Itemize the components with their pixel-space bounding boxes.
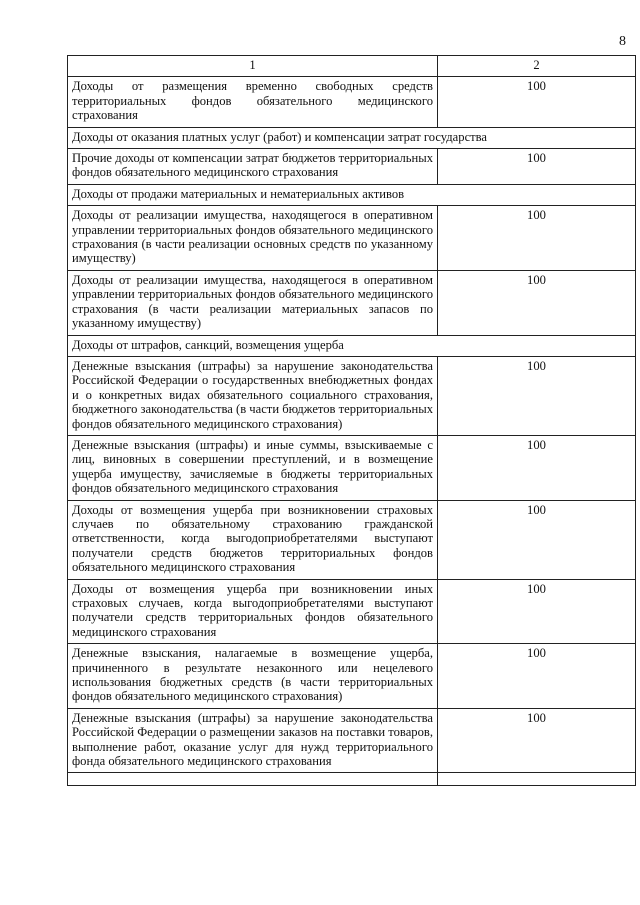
section-row bbox=[68, 335, 636, 356]
row-value: 100 bbox=[438, 644, 636, 709]
section-row bbox=[68, 184, 636, 205]
header-col-2: 2 bbox=[438, 56, 636, 77]
row-description: Доходы от реализации имущества, находящегося в оперативном управлении территориальных фондов обязательного медицинского страхования (в части реализации основных средств по указанному имуществу) bbox=[68, 206, 438, 271]
row-value: 100 bbox=[438, 77, 636, 127]
row-description: Денежные взыскания (штрафы) и иные суммы, взыскиваемые с лиц, виновных в совершении преступлений, и в возмещение ущерба имуществу, зачисляемые в бюджеты территориальных фондов обязательного медицинского страхования bbox=[68, 435, 438, 500]
empty-cell bbox=[438, 773, 636, 786]
row-description: Доходы от возмещения ущерба при возникновении иных страховых случаев, когда выгодоприобретателями выступают получатели средств территориальных фондов обязательного медицинского страхования bbox=[68, 579, 438, 644]
table-row bbox=[68, 500, 636, 579]
row-description: Доходы от реализации имущества, находящегося в оперативном управлении территориальных фондов обязательного медицинского страхования (в части реализации материальных запасов по указанному имуществу) bbox=[68, 270, 438, 335]
row-description: Прочие доходы от компенсации затрат бюджетов территориальных фондов обязательного медицинского страхования bbox=[68, 149, 438, 185]
section-title: Доходы от оказания платных услуг (работ) и компенсации затрат государства bbox=[68, 127, 636, 148]
table-trailing-space bbox=[68, 773, 636, 786]
row-description: Денежные взыскания (штрафы) за нарушение законодательства Российской Федерации о размещении заказов на поставки товаров, выполнение работ, оказание услуг для нужд территориального фонда обязательного медицинского страхования bbox=[68, 708, 438, 773]
table-row bbox=[68, 708, 636, 773]
row-value: 100 bbox=[438, 579, 636, 644]
row-value: 100 bbox=[438, 356, 636, 435]
table-row bbox=[68, 435, 636, 500]
row-description: Доходы от возмещения ущерба при возникновении страховых случаев по обязательному страхованию гражданской ответственности, когда выгодоприобретателями выступают получатели средств бюджетов территориальных фондов обязательного медицинского страхования bbox=[68, 500, 438, 579]
table-row bbox=[68, 270, 636, 335]
page-number: 8 bbox=[619, 34, 626, 49]
row-description: Денежные взыскания, налагаемые в возмещение ущерба, причиненного в результате незаконного или нецелевого использования бюджетных средств (в части территориальных фондов обязательного медицинского страхования) bbox=[68, 644, 438, 709]
section-row bbox=[68, 127, 636, 148]
table-row bbox=[68, 356, 636, 435]
header-col-1: 1 bbox=[68, 56, 438, 77]
row-value: 100 bbox=[438, 270, 636, 335]
section-title: Доходы от продажи материальных и нематериальных активов bbox=[68, 184, 636, 205]
table-row bbox=[68, 644, 636, 709]
table-row bbox=[68, 579, 636, 644]
row-value: 100 bbox=[438, 500, 636, 579]
row-description: Доходы от размещения временно свободных средств территориальных фондов обязательного медицинского страхования bbox=[68, 77, 438, 127]
row-value: 100 bbox=[438, 435, 636, 500]
row-value: 100 bbox=[438, 708, 636, 773]
row-value: 100 bbox=[438, 206, 636, 271]
table-row bbox=[68, 77, 636, 127]
section-title: Доходы от штрафов, санкций, возмещения ущерба bbox=[68, 335, 636, 356]
table-header-row bbox=[68, 56, 636, 77]
revenue-table bbox=[67, 55, 636, 786]
row-description: Денежные взыскания (штрафы) за нарушение законодательства Российской Федерации о государственных внебюджетных фондах и о конкретных видах обязательного социального страхования, бюджетного законодательства (в части бюджетов территориальных фондов обязательного медицинского страхования) bbox=[68, 356, 438, 435]
table-row bbox=[68, 206, 636, 271]
empty-cell bbox=[68, 773, 438, 786]
table-row bbox=[68, 149, 636, 185]
row-value: 100 bbox=[438, 149, 636, 185]
